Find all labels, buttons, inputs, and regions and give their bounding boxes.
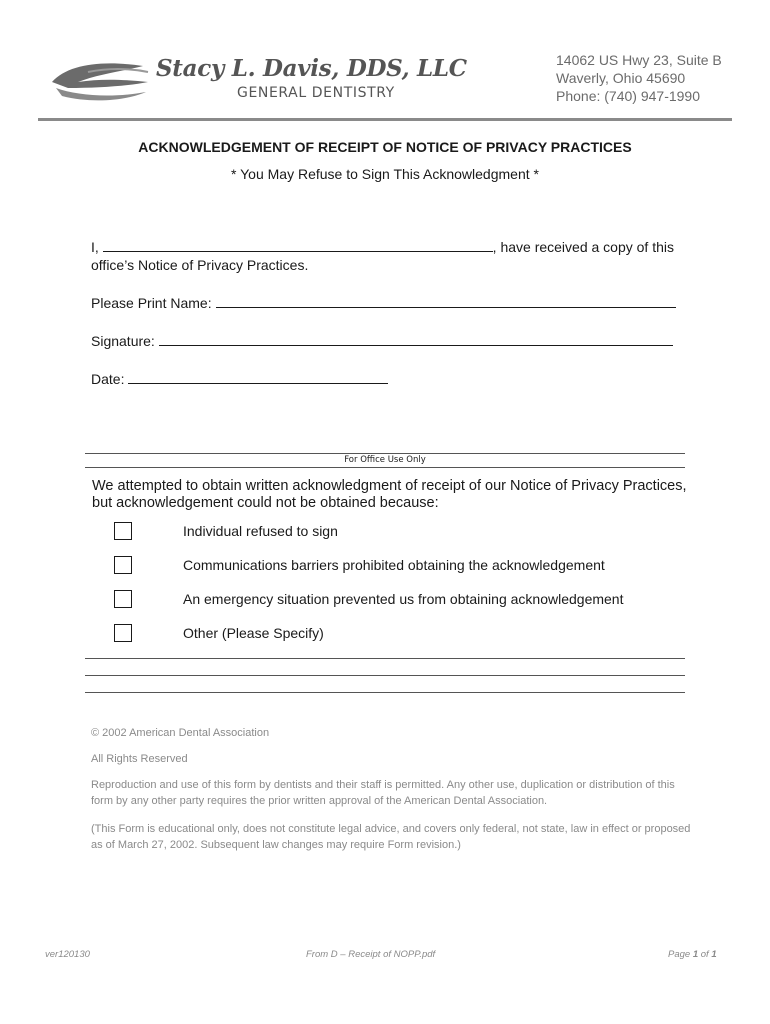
header-divider [38,118,732,121]
other-label: Other (Please Specify) [183,625,324,641]
office-use-statement [92,478,687,512]
signature-blank[interactable] [159,331,673,346]
emergency-checkbox[interactable] [114,590,132,608]
specify-line[interactable] [85,692,685,693]
practice-address [556,51,722,105]
acknowledgement-line-2: office’s Notice of Privacy Practices. [91,257,309,273]
document-title: ACKNOWLEDGEMENT OF RECEIPT OF NOTICE OF PRIVACY PRACTICES [138,139,632,155]
date-label: Date: [91,371,125,387]
acknowledgement-line-1 [91,237,674,257]
print-name-field [91,293,676,313]
document-subtitle: * You May Refuse to Sign This Acknowledgment * [231,166,539,182]
page-current: 1 [692,949,699,960]
communication-barriers-checkbox[interactable] [114,556,132,574]
disclaimer-notice: (This Form is educational only, does not constitute legal advice, and covers only federal, not state, law in effect or proposed as of March 27, 2002. Subsequent law changes may require Form revision.) [91,823,691,851]
page-number [668,949,717,960]
refused-checkbox[interactable] [114,522,132,540]
signature-label: Signature: [91,333,155,349]
refused-label: Individual refused to sign [183,523,338,539]
file-name: From D – Receipt of NOPP.pdf [306,949,436,960]
ack-suffix: , have received a copy of this [492,239,674,255]
rights-notice: All Rights Reserved [91,753,188,765]
page-prefix: Page [668,949,691,960]
page-total: 1 [711,949,717,960]
print-name-blank[interactable] [216,293,676,308]
specify-line[interactable] [85,658,685,659]
date-field [91,369,388,389]
date-blank[interactable] [128,369,388,384]
print-name-label: Please Print Name: [91,295,212,311]
communication-barriers-label: Communications barriers prohibited obtaining the acknowledgement [183,557,605,573]
page-of: of [700,949,709,960]
other-checkbox[interactable] [114,624,132,642]
statement-line: We attempted to obtain written acknowledgment of receipt of our Notice of Privacy Practices, [92,478,687,494]
office-use-label: For Office Use Only [344,455,426,465]
practice-name: Stacy L. Davis, DDS, LLC [156,55,467,82]
office-use-top-rule [85,453,685,454]
statement-line: but acknowledgement could not be obtained because: [92,495,439,511]
version-label: ver120130 [45,949,90,960]
practice-subtitle: GENERAL DENTISTRY [237,85,395,101]
signature-field [91,331,673,351]
emergency-label: An emergency situation prevented us from obtaining acknowledgement [183,591,624,607]
ack-prefix: I, [91,239,99,255]
office-use-bottom-rule [85,467,685,468]
specify-line[interactable] [85,675,685,676]
patient-name-blank[interactable] [103,237,493,252]
phone-line: Phone: (740) 947-1990 [556,88,700,104]
address-line: 14062 US Hwy 23, Suite B [556,52,722,68]
copyright-notice: © 2002 American Dental Association [91,727,270,739]
address-line: Waverly, Ohio 45690 [556,70,686,86]
reproduction-notice: Reproduction and use of this form by dentists and their staff is permitted. Any other use, duplication or distribution of this form by any other party requires the prior written approval of the American Dental Association. [91,779,675,807]
